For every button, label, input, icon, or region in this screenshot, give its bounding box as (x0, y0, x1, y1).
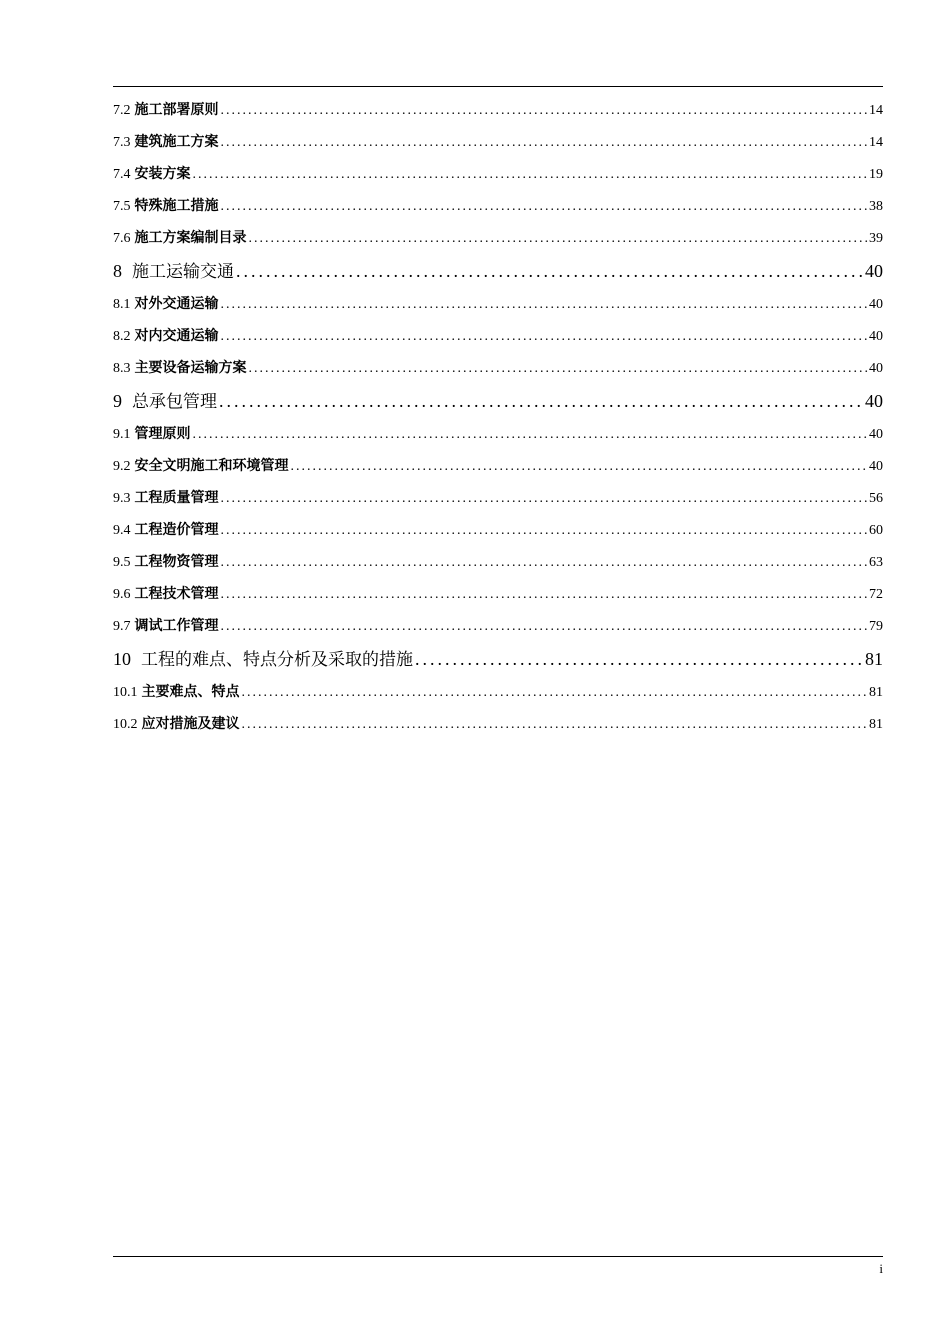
toc-dot-leader (219, 127, 870, 159)
toc-entry-title: 主要难点、特点 (141, 684, 240, 700)
toc-entry-page: 72 (869, 587, 883, 602)
toc-entry-title: 工程物资管理 (134, 554, 219, 570)
toc-dot-leader (289, 451, 870, 483)
toc-entry-title: 主要设备运输方案 (134, 360, 247, 376)
toc-entry-title: 总承包管理 (132, 392, 217, 412)
toc-entry-title: 管理原则 (134, 426, 191, 442)
toc-entry-number: 7.5 (113, 199, 131, 214)
toc-dot-leader (247, 223, 870, 255)
toc-entry-number: 8 (113, 261, 122, 281)
toc-entry-title: 工程质量管理 (134, 490, 219, 506)
toc-entry-title: 建筑施工方案 (134, 134, 219, 150)
toc-entry[interactable] (113, 514, 883, 546)
toc-entry-page: 63 (869, 555, 883, 570)
toc-entry-page: 14 (869, 135, 883, 150)
toc-entry-page: 40 (869, 329, 883, 344)
toc-entry-number: 7.2 (113, 103, 131, 118)
footer-page-number: i (879, 1261, 883, 1276)
toc-entry-page: 40 (869, 427, 883, 442)
toc-entry-number: 9.6 (113, 587, 131, 602)
toc-entry-number: 9.5 (113, 555, 131, 570)
toc-entry-page: 40 (865, 391, 883, 411)
toc-entry-number: 8.1 (113, 297, 131, 312)
toc-dot-leader (240, 677, 870, 709)
toc-entry[interactable] (113, 94, 883, 126)
toc-entry[interactable] (113, 320, 883, 352)
toc-entry-number: 9.2 (113, 459, 131, 474)
header-rule (113, 86, 883, 87)
toc-entry[interactable] (113, 546, 883, 578)
toc-entry-title: 特殊施工措施 (134, 198, 219, 214)
toc-entry-page: 81 (869, 685, 883, 700)
toc-entry-number: 9.3 (113, 491, 131, 506)
toc-entry-title: 施工部署原则 (134, 102, 219, 118)
toc-entry[interactable] (113, 352, 883, 384)
toc-entry-number: 10 (113, 649, 131, 669)
toc-entry-title: 应对措施及建议 (141, 716, 240, 732)
table-of-contents (113, 94, 883, 740)
toc-entry-page: 39 (869, 231, 883, 246)
toc-entry[interactable] (113, 158, 883, 190)
toc-entry-title: 工程的难点、特点分析及采取的措施 (141, 650, 413, 670)
toc-entry-page: 60 (869, 523, 883, 538)
toc-entry-title: 安装方案 (134, 166, 191, 182)
toc-entry-number: 8.3 (113, 361, 131, 376)
toc-entry[interactable] (113, 708, 883, 740)
toc-entry[interactable] (113, 642, 883, 676)
toc-entry-page: 14 (869, 103, 883, 118)
toc-dot-leader (219, 547, 870, 579)
toc-entry-title: 调试工作管理 (134, 618, 219, 634)
toc-dot-leader (247, 353, 870, 385)
toc-dot-leader (219, 483, 870, 515)
toc-dot-leader (191, 419, 870, 451)
toc-dot-leader (191, 159, 870, 191)
toc-entry-number: 9 (113, 391, 122, 411)
toc-dot-leader (413, 642, 865, 676)
toc-entry[interactable] (113, 384, 883, 418)
toc-entry-title: 安全文明施工和环境管理 (134, 458, 289, 474)
toc-entry-number: 10.1 (113, 685, 138, 700)
toc-entry[interactable] (113, 222, 883, 254)
toc-entry[interactable] (113, 254, 883, 288)
toc-entry[interactable] (113, 126, 883, 158)
toc-entry[interactable] (113, 418, 883, 450)
toc-entry[interactable] (113, 288, 883, 320)
toc-entry-number: 10.2 (113, 717, 138, 732)
toc-entry[interactable] (113, 578, 883, 610)
toc-entry-number: 9.7 (113, 619, 131, 634)
toc-entry[interactable] (113, 610, 883, 642)
toc-entry-page: 81 (869, 717, 883, 732)
toc-entry-page: 56 (869, 491, 883, 506)
toc-entry-title: 工程造价管理 (134, 522, 219, 538)
toc-entry[interactable] (113, 482, 883, 514)
footer-rule (113, 1256, 883, 1257)
toc-dot-leader (219, 515, 870, 547)
toc-dot-leader (219, 191, 870, 223)
toc-dot-leader (219, 579, 870, 611)
toc-entry-number: 9.4 (113, 523, 131, 538)
toc-entry-title: 对内交通运输 (134, 328, 219, 344)
toc-entry-page: 79 (869, 619, 883, 634)
toc-entry-number: 7.6 (113, 231, 131, 246)
toc-entry-page: 40 (869, 459, 883, 474)
toc-entry-page: 19 (869, 167, 883, 182)
toc-dot-leader (219, 289, 870, 321)
toc-entry-number: 7.3 (113, 135, 131, 150)
toc-dot-leader (219, 95, 870, 127)
toc-entry-title: 工程技术管理 (134, 586, 219, 602)
toc-entry-number: 7.4 (113, 167, 131, 182)
toc-entry-title: 对外交通运输 (134, 296, 219, 312)
toc-entry-page: 40 (869, 361, 883, 376)
toc-dot-leader (219, 611, 870, 643)
toc-entry[interactable] (113, 676, 883, 708)
toc-entry-page: 38 (869, 199, 883, 214)
toc-entry[interactable] (113, 450, 883, 482)
toc-dot-leader (234, 254, 865, 288)
toc-entry-page: 40 (869, 297, 883, 312)
toc-entry-number: 9.1 (113, 427, 131, 442)
toc-entry[interactable] (113, 190, 883, 222)
toc-entry-number: 8.2 (113, 329, 131, 344)
toc-entry-title: 施工运输交通 (132, 262, 234, 282)
toc-dot-leader (217, 384, 865, 418)
toc-entry-title: 施工方案编制目录 (134, 230, 247, 246)
toc-dot-leader (219, 321, 870, 353)
toc-entry-page: 40 (865, 261, 883, 281)
toc-dot-leader (240, 709, 870, 741)
toc-entry-page: 81 (865, 649, 883, 669)
